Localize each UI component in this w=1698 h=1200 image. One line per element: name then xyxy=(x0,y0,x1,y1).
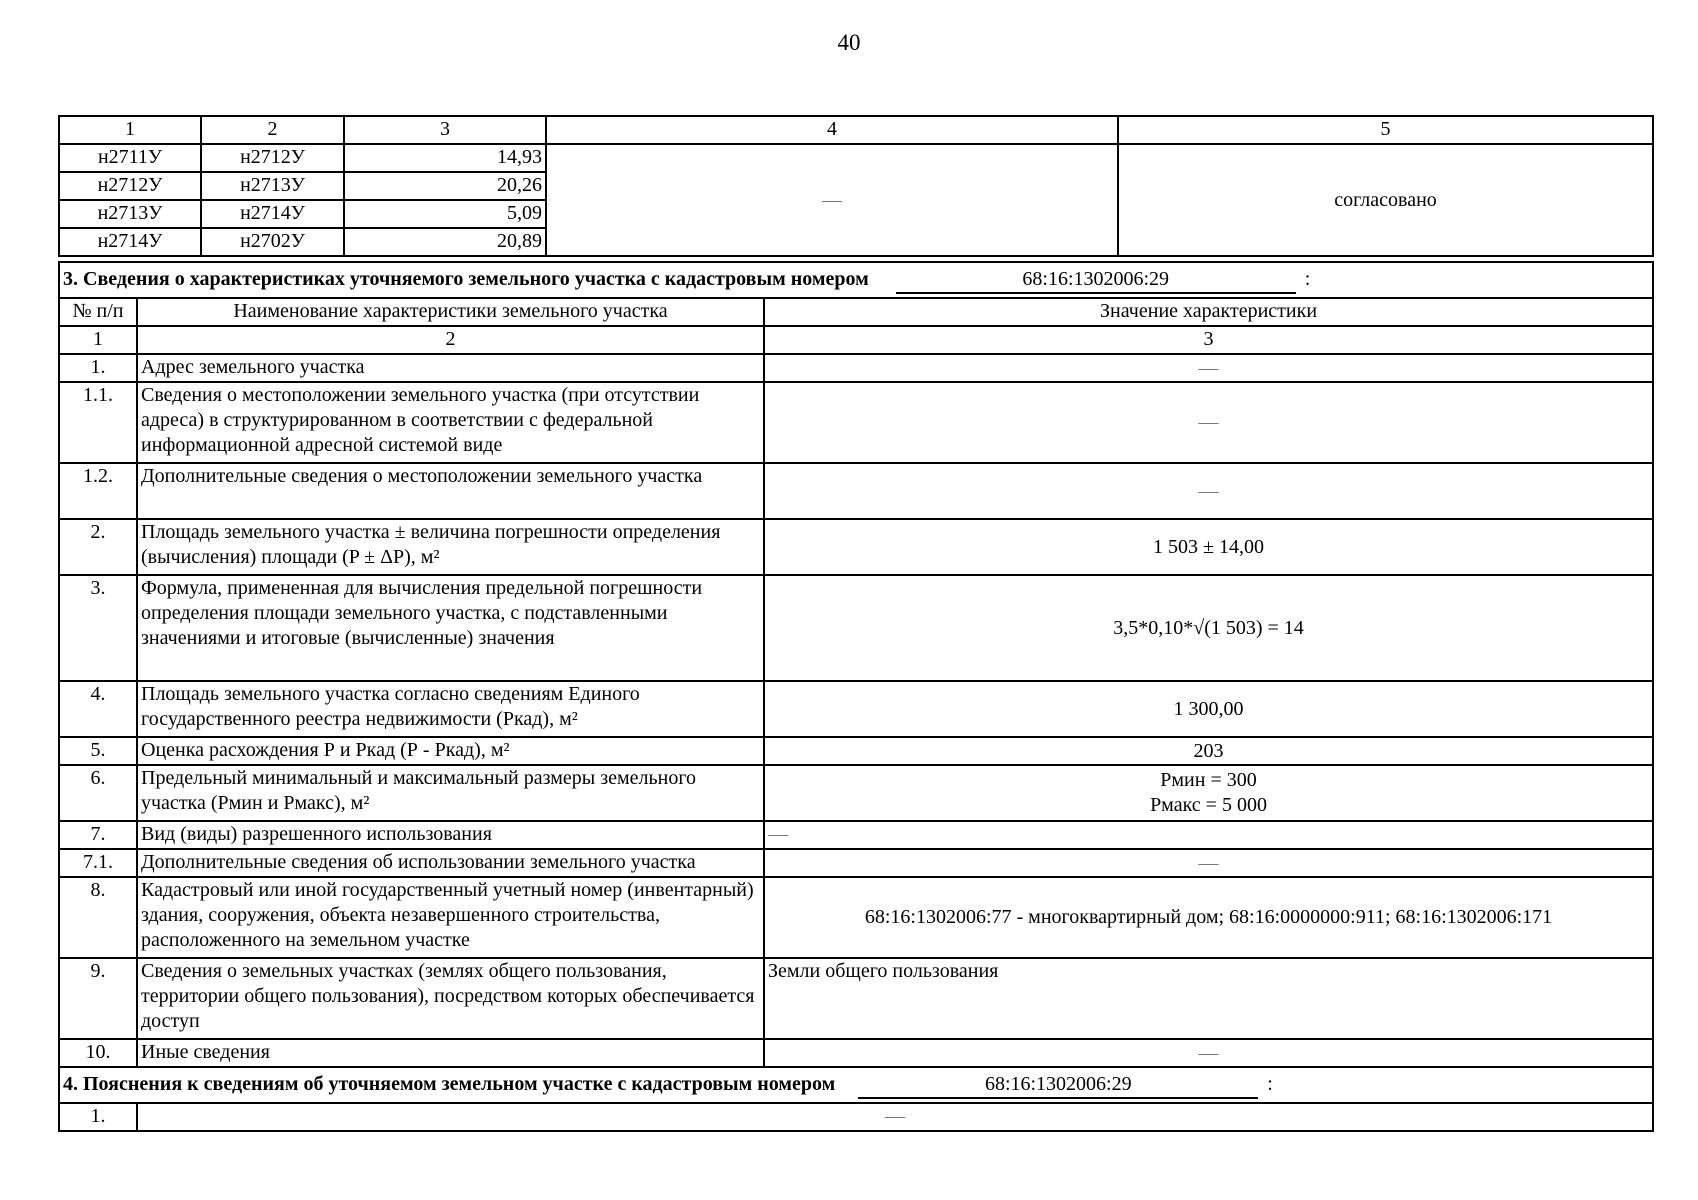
segment-length: 20,89 xyxy=(344,228,546,256)
table-row xyxy=(59,1039,1653,1067)
characteristic-name: Сведения о местоположении земельного участка (при отсутствии адреса) в структурированном в соответствии с федеральной информационной адресной системой виде xyxy=(137,382,764,463)
column-number-1: 1 xyxy=(59,116,201,144)
section3-heading xyxy=(59,262,1653,298)
table-row xyxy=(59,354,1653,382)
header-number-1: 1 xyxy=(59,326,137,354)
table-row xyxy=(59,382,1653,463)
section3-cadastral-number: 68:16:1302006:29 xyxy=(896,267,1296,294)
section4-heading-row xyxy=(59,1067,1653,1103)
table-row xyxy=(59,1103,1653,1131)
table-row xyxy=(59,144,1653,172)
column-number-2: 2 xyxy=(201,116,344,144)
segment-col4-value: — xyxy=(546,144,1118,256)
characteristic-value: — xyxy=(764,821,1653,849)
table-header-row xyxy=(59,116,1653,144)
row-number: 5. xyxy=(59,737,137,765)
row-number: 6. xyxy=(59,765,137,821)
header-number-3: 3 xyxy=(764,326,1653,354)
section3-suffix: : xyxy=(1304,267,1311,290)
characteristic-name: Сведения о земельных участках (землях общего пользования, территории общего пользования), посредством которых обеспечивается доступ xyxy=(137,958,764,1039)
column-number-3: 3 xyxy=(344,116,546,144)
characteristic-name: Оценка расхождения Р и Ркад (Р - Ркад), м² xyxy=(137,737,764,765)
section4-title: 4. Пояснения к сведениям об уточняемом земельном участке с кадастровым номером xyxy=(63,1072,836,1095)
segment-to: н2714У xyxy=(201,200,344,228)
characteristic-value: — xyxy=(764,1039,1653,1067)
characteristic-name: Дополнительные сведения о местоположении земельного участка xyxy=(137,463,764,519)
min-size-value: Рмин = 300 xyxy=(1160,769,1257,791)
characteristic-name: Площадь земельного участка согласно сведениям Единого государственного реестра недвижимости (Ркад), м² xyxy=(137,681,764,737)
table-row xyxy=(59,958,1653,1039)
row-number: 1.1. xyxy=(59,382,137,463)
characteristic-name: Формула, примененная для вычисления предельной погрешности определения площади земельного участка, с подставленными значениями и итоговые (вычисленные) значения xyxy=(137,575,764,681)
row-number: 4. xyxy=(59,681,137,737)
characteristic-value: 1 503 ± 14,00 xyxy=(764,519,1653,575)
segment-to: н2712У xyxy=(201,144,344,172)
segment-length: 14,93 xyxy=(344,144,546,172)
column-number-5: 5 xyxy=(1118,116,1653,144)
header-index: № п/п xyxy=(59,298,137,326)
characteristic-value: — xyxy=(764,382,1653,463)
characteristic-value-min-max xyxy=(764,765,1653,821)
row-number: 7. xyxy=(59,821,137,849)
table-row xyxy=(59,877,1653,958)
characteristic-value: — xyxy=(764,849,1653,877)
characteristic-value: 68:16:1302006:77 - многоквартирный дом; 68:16:0000000:911; 68:16:1302006:171 xyxy=(764,877,1653,958)
section4-cadastral-number: 68:16:1302006:29 xyxy=(858,1072,1258,1099)
segment-from: н2712У xyxy=(59,172,201,200)
table-row xyxy=(59,849,1653,877)
land-plot-characteristics-table xyxy=(58,261,1654,1132)
table-row xyxy=(59,765,1653,821)
segment-from: н2714У xyxy=(59,228,201,256)
segment-to: н2702У xyxy=(201,228,344,256)
row-number: 2. xyxy=(59,519,137,575)
characteristic-value: 1 300,00 xyxy=(764,681,1653,737)
characteristic-name: Вид (виды) разрешенного использования xyxy=(137,821,764,849)
row-number: 1. xyxy=(59,1103,137,1131)
boundary-segments-table xyxy=(58,115,1654,257)
characteristic-value: Земли общего пользования xyxy=(764,958,1653,1039)
characteristic-name: Адрес земельного участка xyxy=(137,354,764,382)
table-header-row xyxy=(59,298,1653,326)
table-row xyxy=(59,463,1653,519)
characteristic-value: 3,5*0,10*√(1 503) = 14 xyxy=(764,575,1653,681)
row-number: 3. xyxy=(59,575,137,681)
characteristic-name: Площадь земельного участка ± величина погрешности определения (вычисления) площади (P ± ΔP), м² xyxy=(137,519,764,575)
table-row xyxy=(59,737,1653,765)
characteristic-name: Предельный минимальный и максимальный размеры земельного участка (Рмин и Рмакс), м² xyxy=(137,765,764,821)
header-characteristic-value: Значение характеристики xyxy=(764,298,1653,326)
segment-from: н2711У xyxy=(59,144,201,172)
section3-title: 3. Сведения о характеристиках уточняемого земельного участка с кадастровым номером xyxy=(63,267,869,290)
section4-suffix: : xyxy=(1267,1072,1273,1095)
row-number: 1. xyxy=(59,354,137,382)
header-number-2: 2 xyxy=(137,326,764,354)
explanation-value: — xyxy=(137,1103,1653,1131)
characteristic-name: Иные сведения xyxy=(137,1039,764,1067)
header-characteristic-name: Наименование характеристики земельного участка xyxy=(137,298,764,326)
table-row xyxy=(59,821,1653,849)
table-row xyxy=(59,681,1653,737)
row-number: 9. xyxy=(59,958,137,1039)
segment-approval-status: согласовано xyxy=(1118,144,1653,256)
page-number: 40 xyxy=(837,30,861,55)
column-number-4: 4 xyxy=(546,116,1118,144)
segment-to: н2713У xyxy=(201,172,344,200)
table-row xyxy=(59,575,1653,681)
segment-length: 20,26 xyxy=(344,172,546,200)
segment-length: 5,09 xyxy=(344,200,546,228)
max-size-value: Рмакс = 5 000 xyxy=(1150,794,1267,816)
characteristic-value: 203 xyxy=(764,737,1653,765)
table-row xyxy=(59,519,1653,575)
table-header-numbers-row xyxy=(59,326,1653,354)
row-number: 1.2. xyxy=(59,463,137,519)
characteristic-name: Кадастровый или иной государственный учетный номер (инвентарный) здания, сооружения, объекта незавершенного строительства, расположенного на земельном участке xyxy=(137,877,764,958)
section4-heading xyxy=(59,1067,1653,1103)
segment-from: н2713У xyxy=(59,200,201,228)
characteristic-name: Дополнительные сведения об использовании земельного участка xyxy=(137,849,764,877)
characteristic-value: — xyxy=(764,354,1653,382)
section3-heading-row xyxy=(59,262,1653,298)
row-number: 7.1. xyxy=(59,849,137,877)
row-number: 8. xyxy=(59,877,137,958)
characteristic-value: — xyxy=(764,463,1653,519)
row-number: 10. xyxy=(59,1039,137,1067)
